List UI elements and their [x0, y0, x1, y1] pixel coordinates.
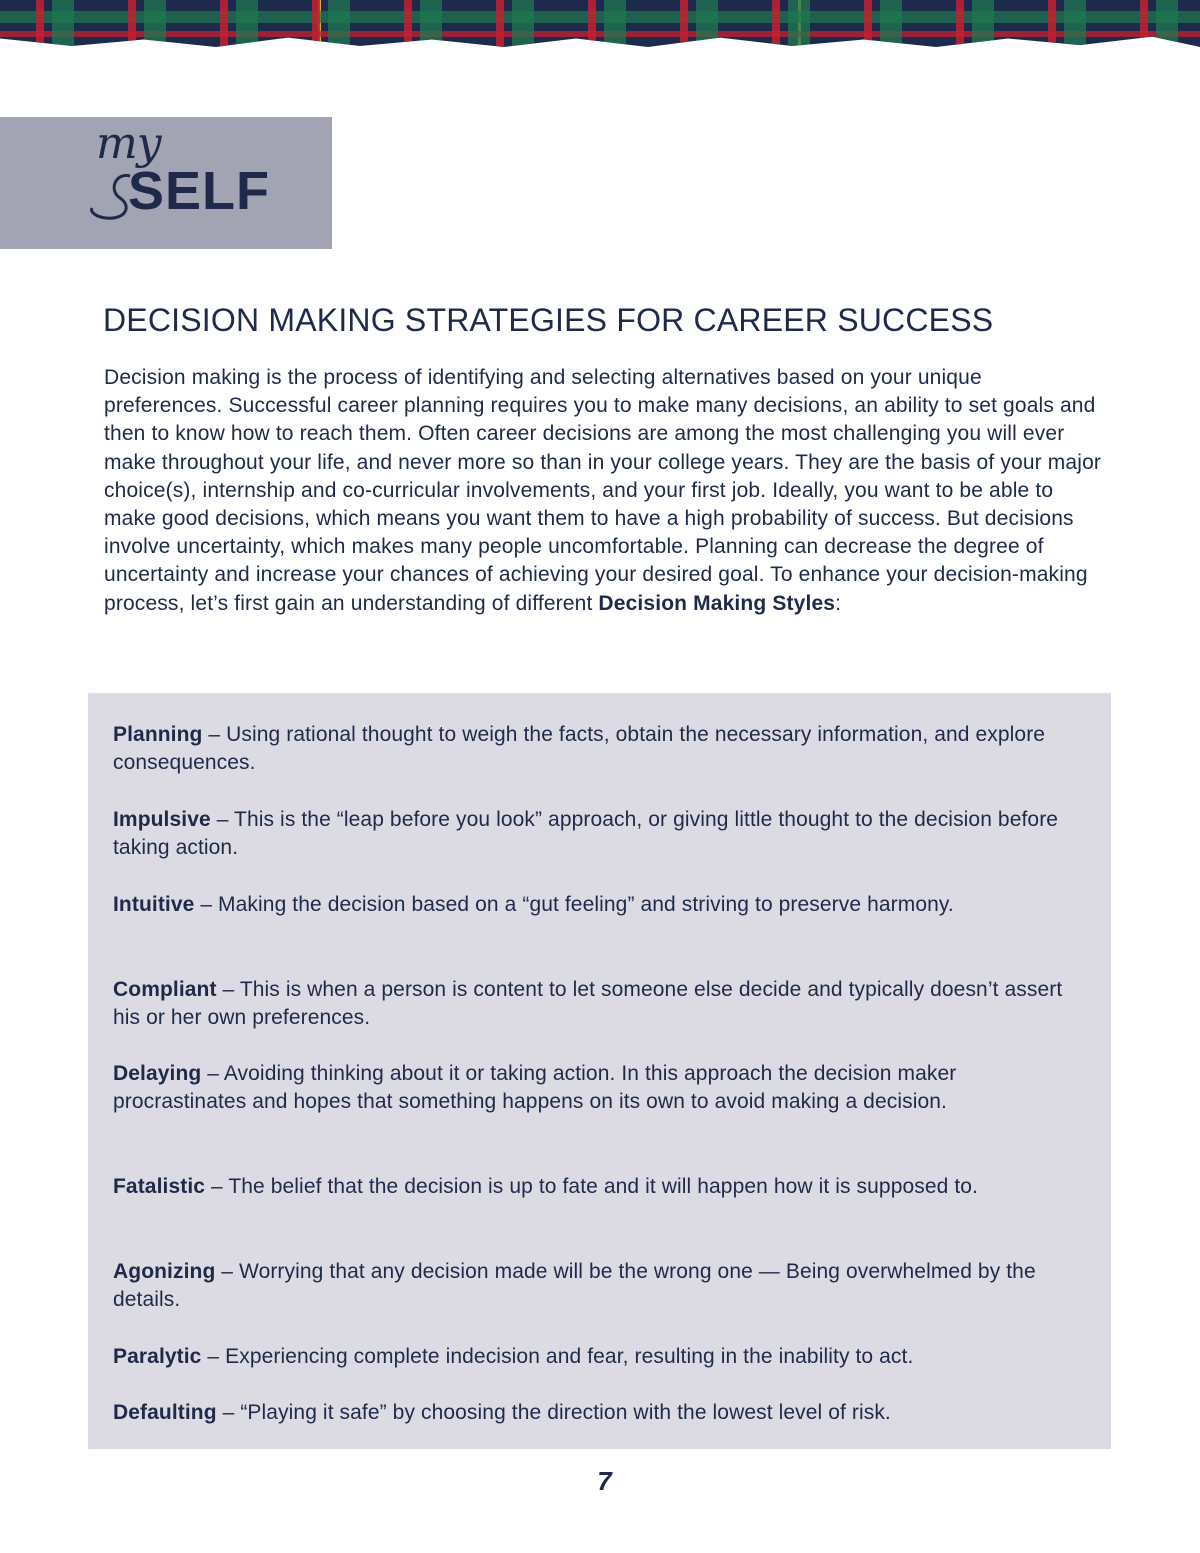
style-item-impulsive: [113, 806, 1088, 862]
brand-self: SELF: [128, 161, 271, 221]
style-desc: – The belief that the decision is up to fate and it will happen how it is supposed to.: [205, 1175, 979, 1198]
style-desc: – “Playing it safe” by choosing the direction with the lowest level of risk.: [216, 1401, 891, 1424]
style-desc: – Worrying that any decision made will be the wrong one — Being overwhelmed by the details.: [113, 1260, 1036, 1312]
page-title: DECISION MAKING STRATEGIES FOR CAREER SUCCESS: [103, 302, 994, 338]
intro-text: Decision making is the process of identifying and selecting alternatives based on your unique preferences. Successful career planning requires you to make many decisions, an ability to set goals and then to know how to reach them. Often career decisions are among the most challenging you will ever make throughout your life, and never more so than in your college years. They are the basis of your major choice(s), internship and co-curricular involvements, and your first job. Ideally, you want to be able to make good decisions, which means you want them to have a high probability of success. But decisions involve uncertainty, which makes many people uncomfortable. Planning can decrease the degree of uncertainty and increase your chances of achieving your desired goal. To enhance your decision-making process, let’s first gain an understanding of different: [104, 366, 1102, 615]
style-term: Compliant: [113, 978, 217, 1001]
style-term: Delaying: [113, 1062, 202, 1085]
style-desc: – Avoiding thinking about it or taking action. In this approach the decision maker procrastinates and hopes that something happens on its own to avoid making a decision.: [113, 1062, 957, 1114]
style-item-fatalistic: [113, 1173, 1088, 1201]
style-term: Intuitive: [113, 893, 195, 916]
style-desc: – Experiencing complete indecision and fear, resulting in the inability to act.: [201, 1345, 914, 1368]
style-term: Paralytic: [113, 1345, 202, 1368]
style-item-intuitive: [113, 891, 1088, 919]
plaid-banner: [0, 0, 1200, 47]
style-desc: – This is when a person is content to let someone else decide and typically doesn’t assert his or her own preferences.: [113, 978, 1063, 1030]
style-desc: – Using rational thought to weigh the facts, obtain the necessary information, and explore consequences.: [113, 723, 1046, 775]
page-number: 7: [597, 1466, 612, 1496]
style-item-paralytic: [113, 1343, 1088, 1371]
intro-paragraph: [104, 364, 1104, 618]
style-term: Agonizing: [113, 1260, 216, 1283]
brand-my-script: my: [96, 118, 161, 169]
style-item-defaulting: [113, 1399, 1088, 1427]
style-term: Defaulting: [113, 1401, 217, 1424]
intro-bold-term: Decision Making Styles: [598, 591, 836, 615]
style-term: Planning: [113, 723, 203, 746]
style-item-delaying: [113, 1060, 1088, 1116]
style-item-planning: [113, 721, 1088, 777]
style-term: Fatalistic: [113, 1175, 206, 1198]
intro-end: :: [835, 591, 842, 615]
style-desc: – Making the decision based on a “gut feeling” and striving to preserve harmony.: [194, 893, 954, 916]
style-term: Impulsive: [113, 808, 211, 831]
style-desc: – This is the “leap before you look” approach, or giving little thought to the decision before taking action.: [113, 808, 1059, 860]
style-item-agonizing: [113, 1258, 1088, 1314]
style-item-compliant: [113, 976, 1088, 1032]
